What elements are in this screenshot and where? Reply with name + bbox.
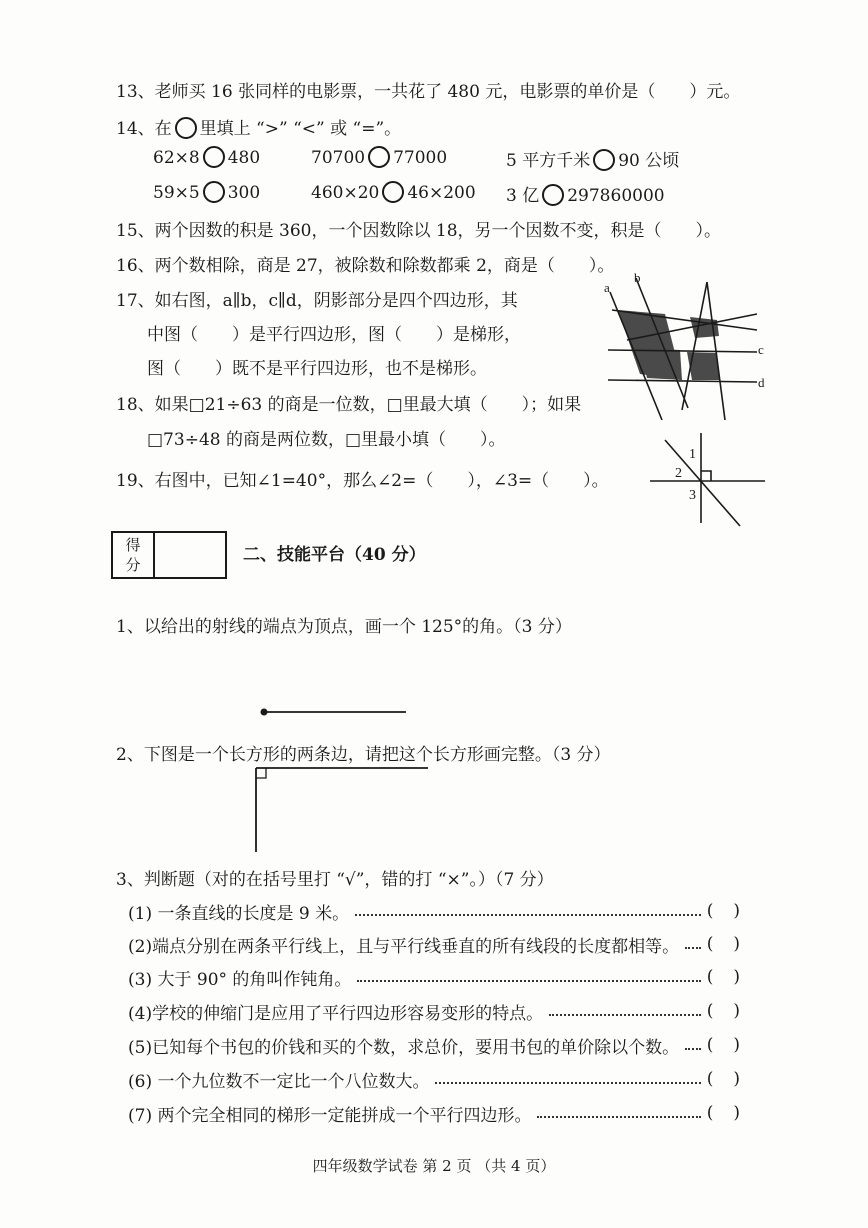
- compare-left: 59×5: [153, 183, 200, 203]
- leader-dots: [435, 1082, 700, 1084]
- judgment-text: (6) 一个九位数不一定比一个八位数大。: [128, 1071, 430, 1092]
- judgment-text: (5)已知每个书包的价钱和买的个数，求总价，要用书包的单价除以个数。: [128, 1037, 680, 1058]
- leader-dots: [355, 914, 701, 916]
- right-angle-mark: [701, 471, 711, 481]
- answer-paren[interactable]: (): [706, 1001, 760, 1021]
- diagonal-line: [665, 440, 740, 526]
- judgment-item: [128, 1066, 760, 1092]
- compare-right: 46×200: [407, 183, 476, 203]
- judgment-item: [128, 931, 760, 957]
- rectangle-sides-figure[interactable]: [250, 762, 435, 857]
- angle-2-label: 2: [675, 466, 682, 481]
- answer-circle[interactable]: [542, 184, 564, 206]
- score-input[interactable]: [155, 533, 225, 577]
- judgment-text: (1) 一条直线的长度是 9 米。: [128, 903, 350, 924]
- page-footer: 四年级数学试卷 第 2 页 （共 4 页）: [312, 1157, 556, 1175]
- answer-paren[interactable]: (): [706, 1069, 760, 1089]
- answer-circle[interactable]: [382, 181, 404, 203]
- line-d: [608, 380, 757, 382]
- compare-right: 297860000: [567, 186, 665, 206]
- skill-question-3: 3、判断题（对的在括号里打 “√”，错的打 “×”。）（7 分）: [116, 870, 554, 890]
- answer-circle[interactable]: [593, 149, 615, 171]
- question-14: [116, 114, 401, 139]
- label-c: c: [758, 342, 764, 357]
- angle-3-label: 3: [689, 488, 696, 503]
- question-19: 19、右图中，已知∠1=40°，那么∠2=（ ），∠3=（ ）。: [116, 471, 609, 491]
- answer-circle[interactable]: [175, 117, 197, 139]
- compare-item: [311, 146, 447, 168]
- compare-left: 3 亿: [506, 186, 540, 206]
- skill-question-1: 1、以给出的射线的端点为顶点，画一个 125°的角。（3 分）: [116, 617, 572, 637]
- compare-item: [506, 181, 665, 206]
- angle-1-label: 1: [689, 447, 696, 462]
- judgment-item: [128, 1032, 760, 1058]
- steep-line-1: [682, 282, 707, 410]
- leader-dots: [537, 1116, 700, 1118]
- judgment-text: (2)端点分别在两条平行线上，且与平行线垂直的所有线段的长度都相等。: [128, 936, 680, 957]
- question-18-line-2: □73÷48 的商是两位数，□里最小填（ ）。: [147, 430, 506, 450]
- leader-dots: [357, 980, 700, 982]
- judgment-item: [128, 998, 760, 1024]
- compare-left: 5 平方千米: [506, 151, 591, 171]
- angle-figure: [645, 428, 775, 528]
- judgment-text: (3) 大于 90° 的角叫作钝角。: [128, 969, 352, 990]
- judgment-item: [128, 964, 760, 990]
- compare-left: 460×20: [311, 183, 380, 203]
- answer-circle[interactable]: [203, 181, 225, 203]
- question-17-line-2: 中图（ ）是平行四边形，图（ ）是梯形，: [147, 325, 521, 345]
- section-2-title: 二、技能平台（40 分）: [243, 545, 426, 565]
- answer-circle[interactable]: [203, 146, 225, 168]
- judgment-item: [128, 898, 760, 924]
- compare-left: 62×8: [153, 148, 200, 168]
- answer-paren[interactable]: (): [706, 934, 760, 954]
- right-angle-mark: [256, 768, 266, 778]
- answer-circle[interactable]: [368, 146, 390, 168]
- leader-dots: [685, 947, 701, 949]
- question-15: 15、两个因数的积是 360，一个因数除以 18，另一个因数不变，积是（ ）。: [116, 221, 722, 241]
- score-label-top: 得: [125, 536, 141, 554]
- score-label: [113, 533, 155, 577]
- question-14-instruction: 里填上 “>” “<” 或 “=”。: [199, 119, 402, 139]
- leader-dots: [685, 1048, 701, 1050]
- compare-right: 77000: [393, 148, 448, 168]
- parallel-lines-figure: [592, 270, 772, 430]
- compare-right: 480: [227, 148, 261, 168]
- ray-figure[interactable]: [258, 704, 410, 720]
- question-17-line-1: 17、如右图，a∥b，c∥d，阴影部分是四个四边形，其: [116, 291, 518, 311]
- label-b: b: [634, 270, 641, 285]
- question-16: 16、两个数相除，商是 27，被除数和除数都乘 2，商是（ ）。: [116, 256, 615, 276]
- answer-paren[interactable]: (): [706, 901, 760, 921]
- judgment-text: (4)学校的伸缩门是应用了平行四边形容易变形的特点。: [128, 1003, 544, 1024]
- score-label-bottom: 分: [125, 556, 141, 574]
- answer-paren[interactable]: (): [706, 1035, 760, 1055]
- label-a: a: [604, 280, 610, 295]
- question-14-intro: 14、在: [116, 119, 172, 139]
- compare-item: [153, 146, 260, 168]
- label-d: d: [758, 375, 765, 390]
- compare-right: 300: [227, 183, 261, 203]
- leader-dots: [549, 1014, 701, 1016]
- compare-item: [506, 146, 679, 171]
- answer-paren[interactable]: (): [706, 967, 760, 987]
- score-box: [111, 531, 227, 579]
- compare-item: [153, 181, 260, 203]
- compare-left: 70700: [311, 148, 366, 168]
- question-18-line-1: 18、如果□21÷63 的商是一位数，□里最大填（ ）；如果: [116, 395, 582, 415]
- judgment-text: (7) 两个完全相同的梯形一定能拼成一个平行四边形。: [128, 1105, 532, 1126]
- question-13: 13、老师买 16 张同样的电影票，一共花了 480 元，电影票的单价是（ ）元。: [116, 82, 741, 102]
- answer-paren[interactable]: (): [706, 1103, 760, 1123]
- question-17-line-3: 图（ ）既不是平行四边形，也不是梯形。: [147, 359, 487, 379]
- compare-right: 90 公顷: [618, 151, 680, 171]
- line-c: [608, 350, 757, 352]
- compare-item: [311, 181, 476, 203]
- skill-question-2: 2、下图是一个长方形的两条边，请把这个长方形画完整。（3 分）: [116, 745, 611, 765]
- judgment-item: [128, 1100, 760, 1126]
